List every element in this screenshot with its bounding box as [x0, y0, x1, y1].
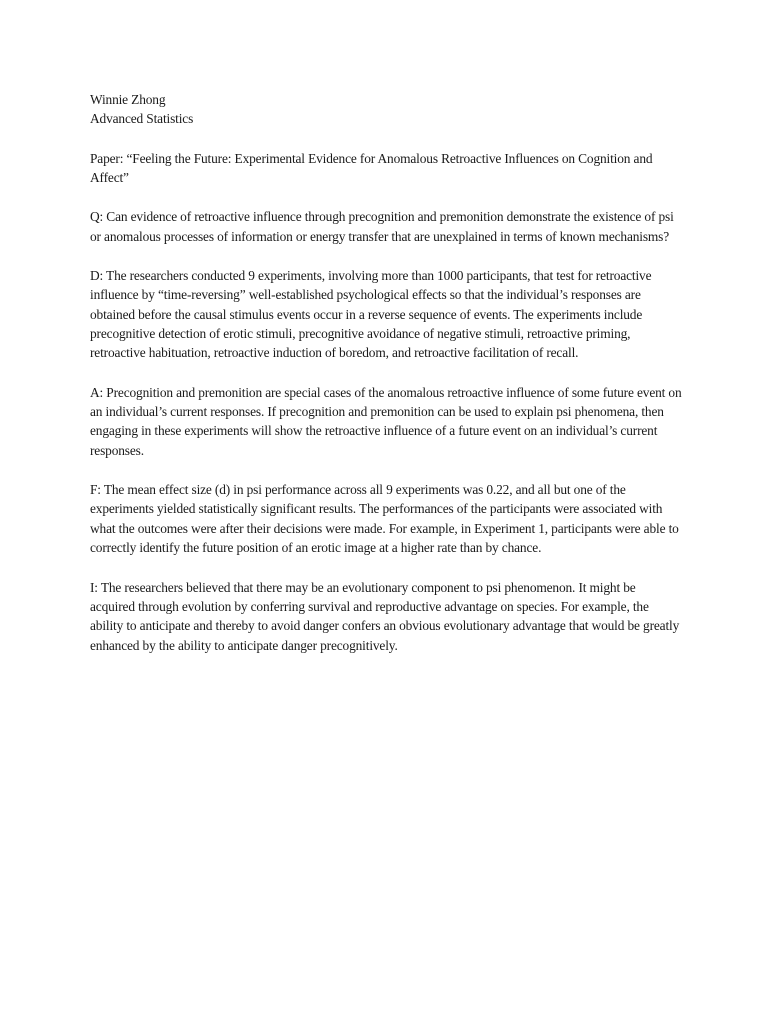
course-name: Advanced Statistics	[90, 111, 194, 127]
document-header	[90, 90, 682, 129]
document-page	[90, 90, 682, 675]
design-paragraph: D: The researchers conducted 9 experiments, involving more than 1000 participants, that test for retroactive influence by “time-reversing” well-established psychological effects so that the individual’s responses are obtained before the causal stimulus events occur in a reverse sequence of events. The experiments include precognitive detection of erotic stimuli, precognitive avoidance of negative stimuli, retroactive priming, retroactive habituation, retroactive induction of boredom, and retroactive facilitation of recall.	[90, 267, 652, 361]
question-paragraph: Q: Can evidence of retroactive influence through precognition and premonition demonstrate the existence of psi or anomalous processes of information or energy transfer that are unexplained in terms of known mechanisms?	[90, 209, 674, 244]
assumption-paragraph: A: Precognition and premonition are special cases of the anomalous retroactive influence of some future event on an individual’s current responses. If precognition and premonition can be used to explain psi phenomena, then engaging in these experiments will show the retroactive influence of a future event on an individual’s current responses.	[90, 384, 682, 458]
paper-title-paragraph: Paper: “Feeling the Future: Experimental Evidence for Anomalous Retroactive Influences on Cognition and Affect”	[90, 150, 653, 186]
author-name: Winnie Zhong	[90, 92, 166, 107]
implications-paragraph: I: The researchers believed that there may be an evolutionary component to psi phenomenon. It might be acquired through evolution by conferring survival and reproductive advantage on species. For example, the ability to anticipate and thereby to avoid danger confers an obvious evolutionary advantage that would be greatly enhanced by the ability to anticipate danger precognitively.	[90, 579, 680, 653]
findings-paragraph: F: The mean effect size (d) in psi performance across all 9 experiments was 0.22, and all but one of the experiments yielded statistically significant results. The performances of the participants were associated with what the outcomes were after their decisions were made. For example, in Experiment 1, participants were able to correctly identify the future position of an erotic image at a higher rate than by chance.	[90, 482, 679, 556]
